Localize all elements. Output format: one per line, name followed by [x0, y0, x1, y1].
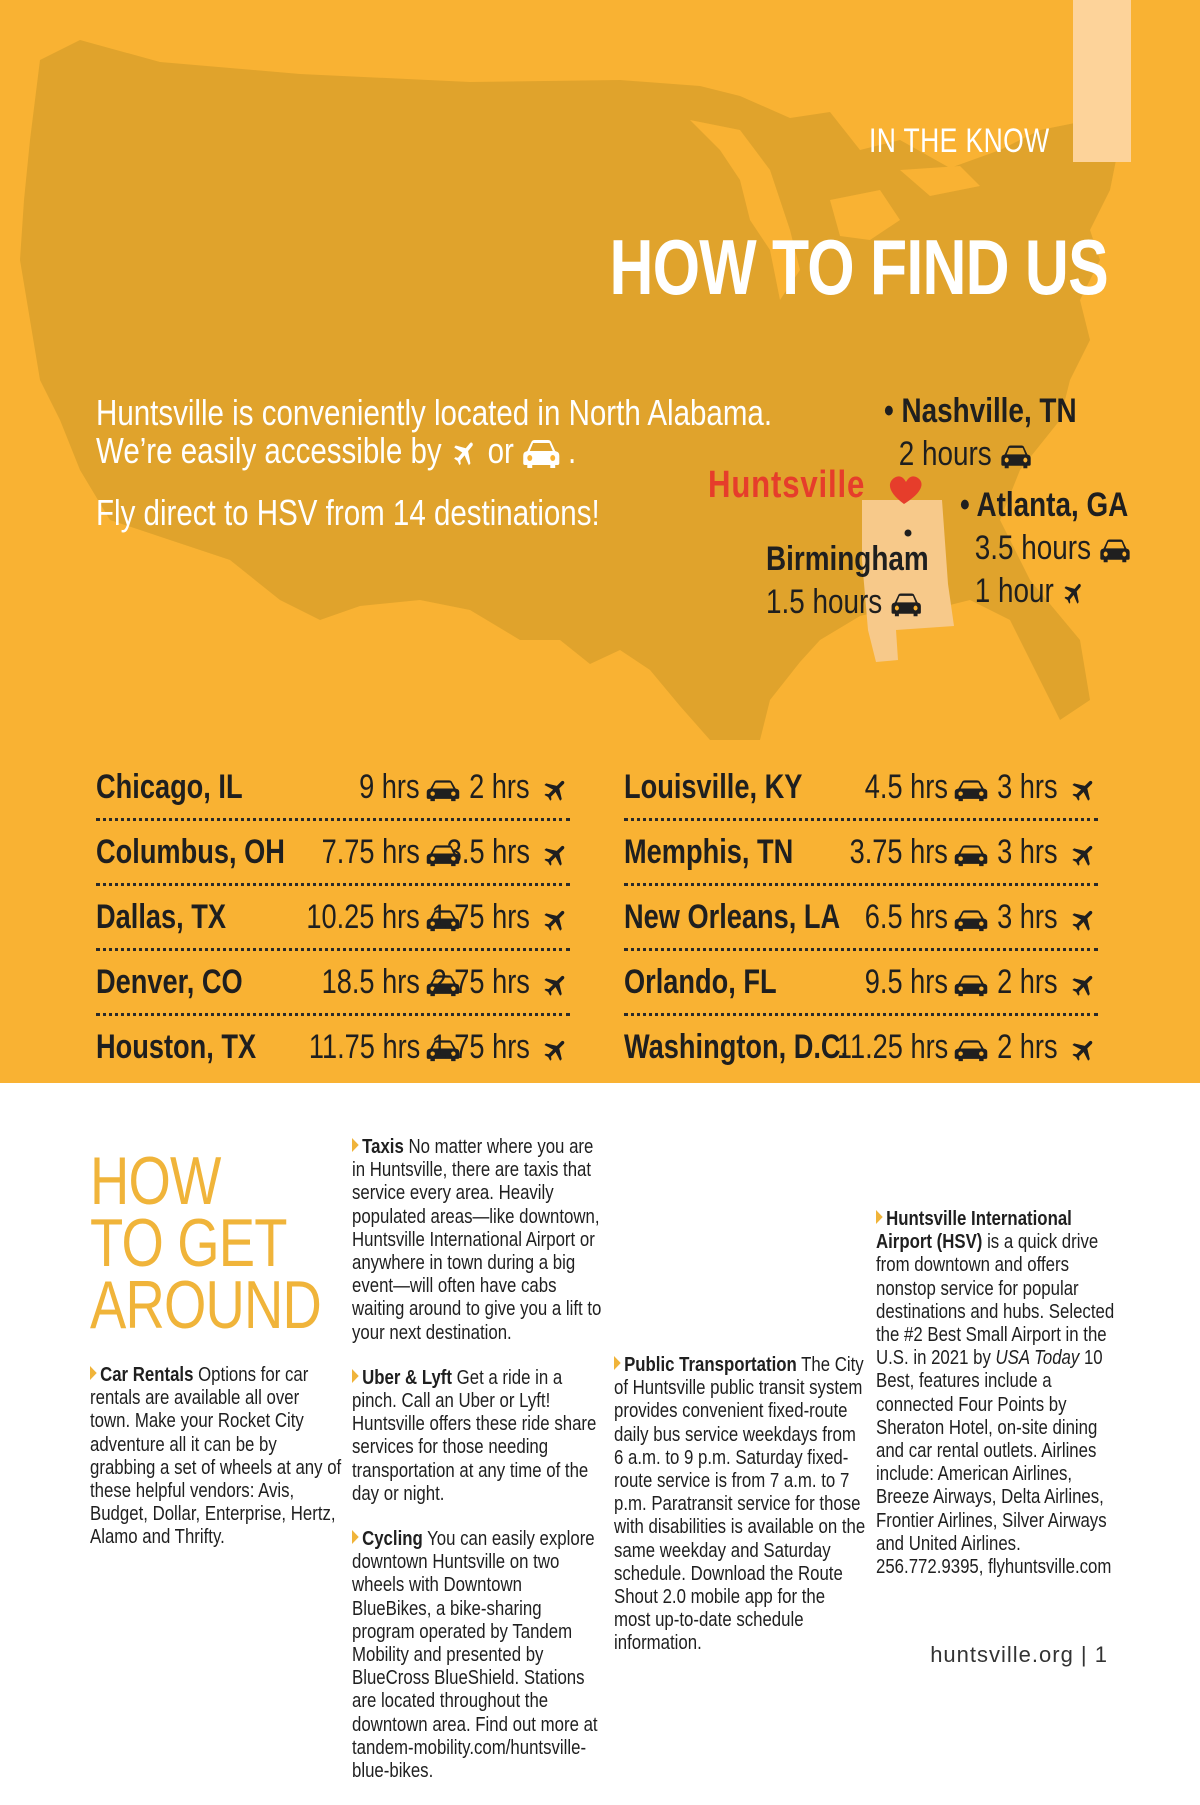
destination-row: [96, 821, 570, 886]
triangle-bullet-icon: [352, 1530, 359, 1544]
destination-flight-time: 2.75 hrs: [431, 963, 530, 1001]
destination-row: [96, 886, 570, 951]
destination-drive-time: 10.25 hrs: [306, 898, 420, 936]
airplane-icon: [1070, 841, 1098, 869]
airplane-icon: [1070, 906, 1098, 934]
car-icon: [522, 437, 560, 469]
airport-lead: Huntsville International Airport (HSV): [876, 1208, 1072, 1254]
uber-lyft-paragraph: [352, 1367, 604, 1506]
airplane-icon: [542, 971, 570, 999]
taxis-lead: Taxis: [362, 1136, 404, 1158]
triangle-bullet-icon: [352, 1369, 359, 1383]
atlanta-label: • Atlanta, GA 3.5 hours 1 hour: [960, 486, 1132, 611]
destination-row: [624, 886, 1098, 951]
car-icon: [954, 973, 988, 997]
destination-city: Houston, TX: [96, 1028, 257, 1066]
car-icon: [954, 908, 988, 932]
public-transportation-text: The City of Huntsville public transit system provides convenient fixed-route daily bus service weekdays from 6 a.m. to 9 p.m. Saturday fixed-route service is from 7 a.m. to 7 p.m. Paratransit service for those with disabilities is available on the same weekday and Saturday schedule. Download the Route Shout 2.0 mobile app for the most up-to-date schedule information.: [614, 1354, 866, 1655]
intro-line-1: Huntsville is conveniently located in North Alabama.: [96, 392, 773, 433]
destination-city: Denver, CO: [96, 963, 243, 1001]
section-heading-line-1: HOW: [90, 1143, 221, 1219]
cycling-text: You can easily explore downtown Huntsville on two wheels with Downtown BlueBikes, a bike-sharing program operated by Tandem Mobility and presented by BlueCross BlueShield. Stations are located throughout the downtown area. Find out more at tandem-mobility.com/huntsville-blue-bikes.: [352, 1528, 598, 1783]
airplane-icon: [1070, 1036, 1098, 1064]
us-map: [0, 0, 1200, 760]
airport-text-1: is a quick drive from downtown and offers nonstop service for popular destinations and hubs. Selected the #2 Best Small Airport in the U.S. in 2021 by: [876, 1231, 1115, 1370]
destination-row: [96, 1016, 570, 1078]
birmingham-name: Birmingham: [766, 540, 929, 578]
uber-lyft-text: Get a ride in a pinch. Call an Uber or Lyft! Huntsville offers these ride share services for those needing transportation at any time of the day or night.: [352, 1366, 597, 1505]
destination-row: [624, 821, 1098, 886]
destinations-right-column: [624, 756, 1098, 1078]
destination-drive-time: 4.5 hrs: [864, 768, 948, 806]
corner-tab: [1073, 0, 1131, 162]
text-column-1: [90, 1364, 340, 1572]
page-footer: huntsville.org | 1: [930, 1642, 1108, 1667]
car-icon: [954, 1038, 988, 1062]
triangle-bullet-icon: [352, 1138, 359, 1152]
page-title: HOW TO FIND US: [609, 223, 1108, 311]
airplane-icon: [450, 437, 480, 469]
destination-drive-time: 6.5 hrs: [864, 898, 948, 936]
destination-flight-time: 3 hrs: [997, 833, 1058, 871]
car-rentals-paragraph: [90, 1364, 342, 1550]
destination-flight-time: 1.75 hrs: [431, 1028, 530, 1066]
destination-city: New Orleans, LA: [624, 898, 841, 936]
destination-flight-time: 1.75 hrs: [431, 898, 530, 936]
destination-flight-time: 2 hrs: [997, 1028, 1058, 1066]
airplane-icon: [542, 776, 570, 804]
destination-row: [624, 951, 1098, 1016]
airplane-icon: [1070, 776, 1098, 804]
public-transportation-paragraph: [614, 1354, 866, 1656]
atlanta-fly: 1 hour: [974, 572, 1054, 610]
car-icon: [426, 778, 460, 802]
destination-row: [624, 1016, 1098, 1078]
intro-line-2-end: .: [567, 430, 577, 471]
destination-flight-time: 2 hrs: [469, 768, 530, 806]
destination-drive-time: 11.25 hrs: [836, 1028, 948, 1066]
destination-flight-time: 3.5 hrs: [446, 833, 530, 871]
text-column-3: [614, 1354, 864, 1678]
destination-city: Louisville, KY: [624, 768, 803, 806]
destination-drive-time: 7.75 hrs: [321, 833, 420, 871]
intro-line-2-or: or: [487, 430, 514, 471]
huntsville-map-label: Huntsville: [708, 464, 866, 506]
car-icon: [954, 778, 988, 802]
destinations-left-column: [96, 756, 570, 1078]
taxis-text: No matter where you are in Huntsville, there are taxis that service every area. Heavily populated areas—like downtown, Huntsville International Airport or anywhere in town during a big event—will often have cabs waiting around to give you a lift to your next destination.: [352, 1136, 602, 1344]
airplane-icon: [542, 1036, 570, 1064]
car-icon: [890, 591, 923, 617]
cycling-lead: Cycling: [362, 1528, 423, 1551]
text-column-2: [352, 1136, 602, 1805]
destination-city: Memphis, TN: [624, 833, 794, 871]
destination-drive-time: 9.5 hrs: [864, 963, 948, 1001]
airport-usa-today: USA Today: [995, 1347, 1080, 1370]
car-icon: [954, 843, 988, 867]
airport-text-2: 10 Best, features include a connected Four Points by Sheraton Hotel, on-site dining and car rental outlets. Airlines include: American Airlines, Breeze Airways, Delta Airlines, Frontier Airlines, Silver Airways and United Airlines. 256.772.9395, flyhuntsville.com: [876, 1347, 1112, 1579]
section-kicker: IN THE KNOW: [869, 122, 1050, 160]
car-rentals-lead: Car Rentals: [100, 1364, 194, 1386]
destination-drive-time: 9 hrs: [359, 768, 420, 806]
airplane-icon: [542, 906, 570, 934]
destination-flight-time: 2 hrs: [997, 963, 1058, 1001]
car-icon: [1099, 537, 1132, 563]
destination-drive-time: 18.5 hrs: [321, 963, 420, 1001]
intro-line-2-text: We’re easily accessible by: [96, 430, 442, 471]
car-icon: [1000, 443, 1033, 469]
taxis-paragraph: [352, 1136, 604, 1345]
destination-drive-time: 3.75 hrs: [849, 833, 948, 871]
section-heading: [90, 1143, 321, 1343]
destination-row: [96, 756, 570, 821]
destination-flight-time: 3 hrs: [997, 768, 1058, 806]
airplane-icon: [1070, 971, 1098, 999]
nashville-name: Nashville, TN: [901, 392, 1077, 430]
airplane-icon: [1062, 579, 1087, 607]
triangle-bullet-icon: [614, 1356, 621, 1370]
birmingham-drive: 1.5 hours: [766, 583, 883, 621]
destination-row: [624, 756, 1098, 821]
birmingham-dot: [905, 530, 912, 537]
destination-drive-time: 11.75 hrs: [308, 1028, 420, 1066]
airport-paragraph: [876, 1208, 1128, 1579]
destination-flight-time: 3 hrs: [997, 898, 1058, 936]
intro-line-2: [96, 430, 576, 472]
destination-city: Washington, D.C.: [624, 1028, 849, 1066]
atlanta-name: Atlanta, GA: [976, 486, 1129, 524]
destination-city: Orlando, FL: [624, 963, 777, 1001]
uber-lyft-lead: Uber & Lyft: [362, 1366, 452, 1389]
public-transportation-lead: Public Transportation: [624, 1354, 797, 1376]
nashville-drive: 2 hours: [898, 435, 992, 473]
nashville-label: • Nashville, TN 2 hours: [884, 392, 1077, 473]
section-heading-line-2: TO GET: [90, 1205, 287, 1281]
triangle-bullet-icon: [90, 1366, 97, 1380]
destination-city: Columbus, OH: [96, 833, 285, 871]
triangle-bullet-icon: [876, 1210, 883, 1224]
text-column-4: [876, 1208, 1126, 1601]
atlanta-drive: 3.5 hours: [974, 529, 1092, 567]
destination-row: [96, 951, 570, 1016]
section-heading-line-3: AROUND: [90, 1267, 321, 1343]
airplane-icon: [542, 841, 570, 869]
cycling-paragraph: [352, 1528, 604, 1783]
car-rentals-text: Options for car rentals are available all over town. Make your Rocket City adventure all it can be by grabbing a set of wheels at any of these helpful vendors: Avis, Budget, Dollar, Enterprise, Hertz, Alamo and Thrifty.: [90, 1364, 342, 1549]
birmingham-label: [766, 540, 929, 622]
destination-city: Dallas, TX: [96, 898, 227, 936]
destination-city: Chicago, IL: [96, 768, 243, 806]
intro-line-3: Fly direct to HSV from 14 destinations!: [96, 492, 600, 533]
